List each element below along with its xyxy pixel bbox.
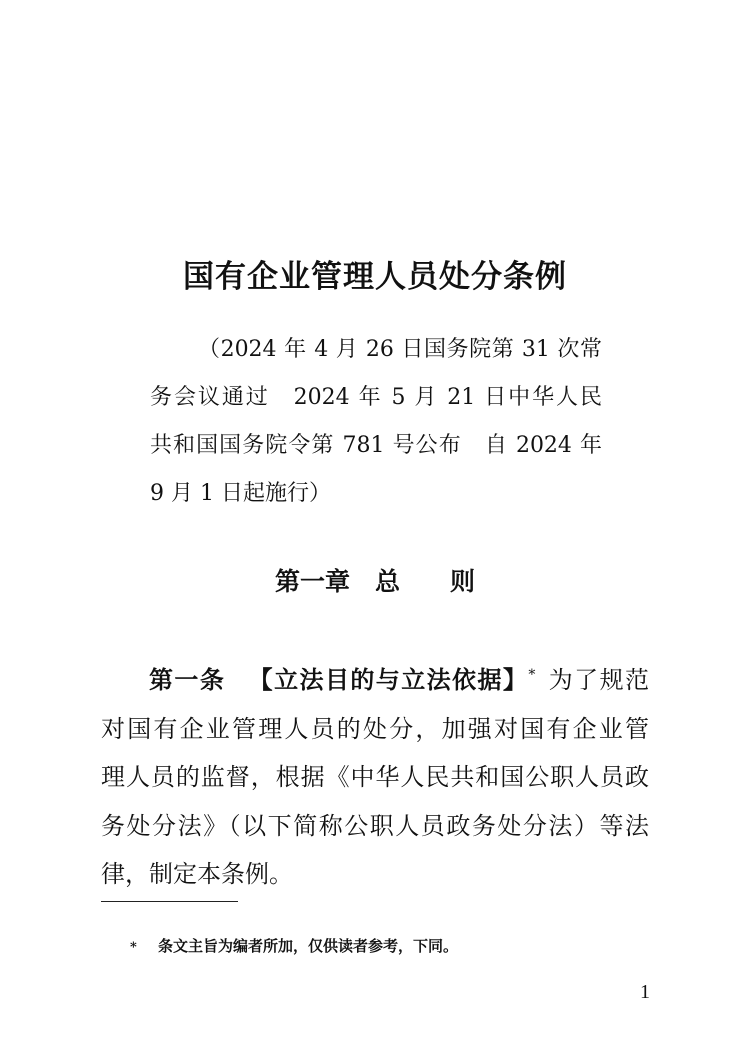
footnote-divider (101, 901, 238, 902)
adoption-note-line: （2024 年 4 月 26 日国务院第 31 次常 (198, 337, 602, 362)
article-topic: 【立法目的与立法依据】 (247, 665, 529, 694)
footnote-text: 条文主旨为编者所加，仅供读者参考，下同。 (158, 937, 459, 955)
page-number: 1 (640, 981, 650, 1003)
article-number: 第一条 (149, 665, 226, 694)
footnote (130, 934, 458, 960)
adoption-note-line: 9 月 1 日起施行） (150, 481, 331, 506)
footnote-reference[interactable]: * (528, 667, 536, 683)
chapter-heading: 第一章 总 则 (274, 567, 475, 596)
article-text-line: 对国有企业管理人员的处分，加强对国有企业管 (101, 714, 649, 743)
article-first-line (101, 656, 649, 705)
article-text-line: 律，制定本条例。 (101, 860, 293, 888)
document-title: 国有企业管理人员处分条例 (183, 259, 567, 295)
article-text-line: 理人员的监督，根据《中华人民共和国公职人员政 (101, 763, 649, 791)
adoption-note-line: 共和国国务院令第 781 号公布 自 2024 年 (150, 433, 602, 458)
adoption-note-line: 务会议通过 2024 年 5 月 21 日中华人民 (150, 385, 602, 410)
article-1 (101, 656, 649, 899)
article-text: 为了规范 (547, 666, 650, 694)
adoption-note (150, 326, 602, 518)
article-text-line: 务处分法》（以下简称公职人员政务处分法）等法 (101, 811, 649, 840)
footnote-mark: * (130, 940, 137, 955)
